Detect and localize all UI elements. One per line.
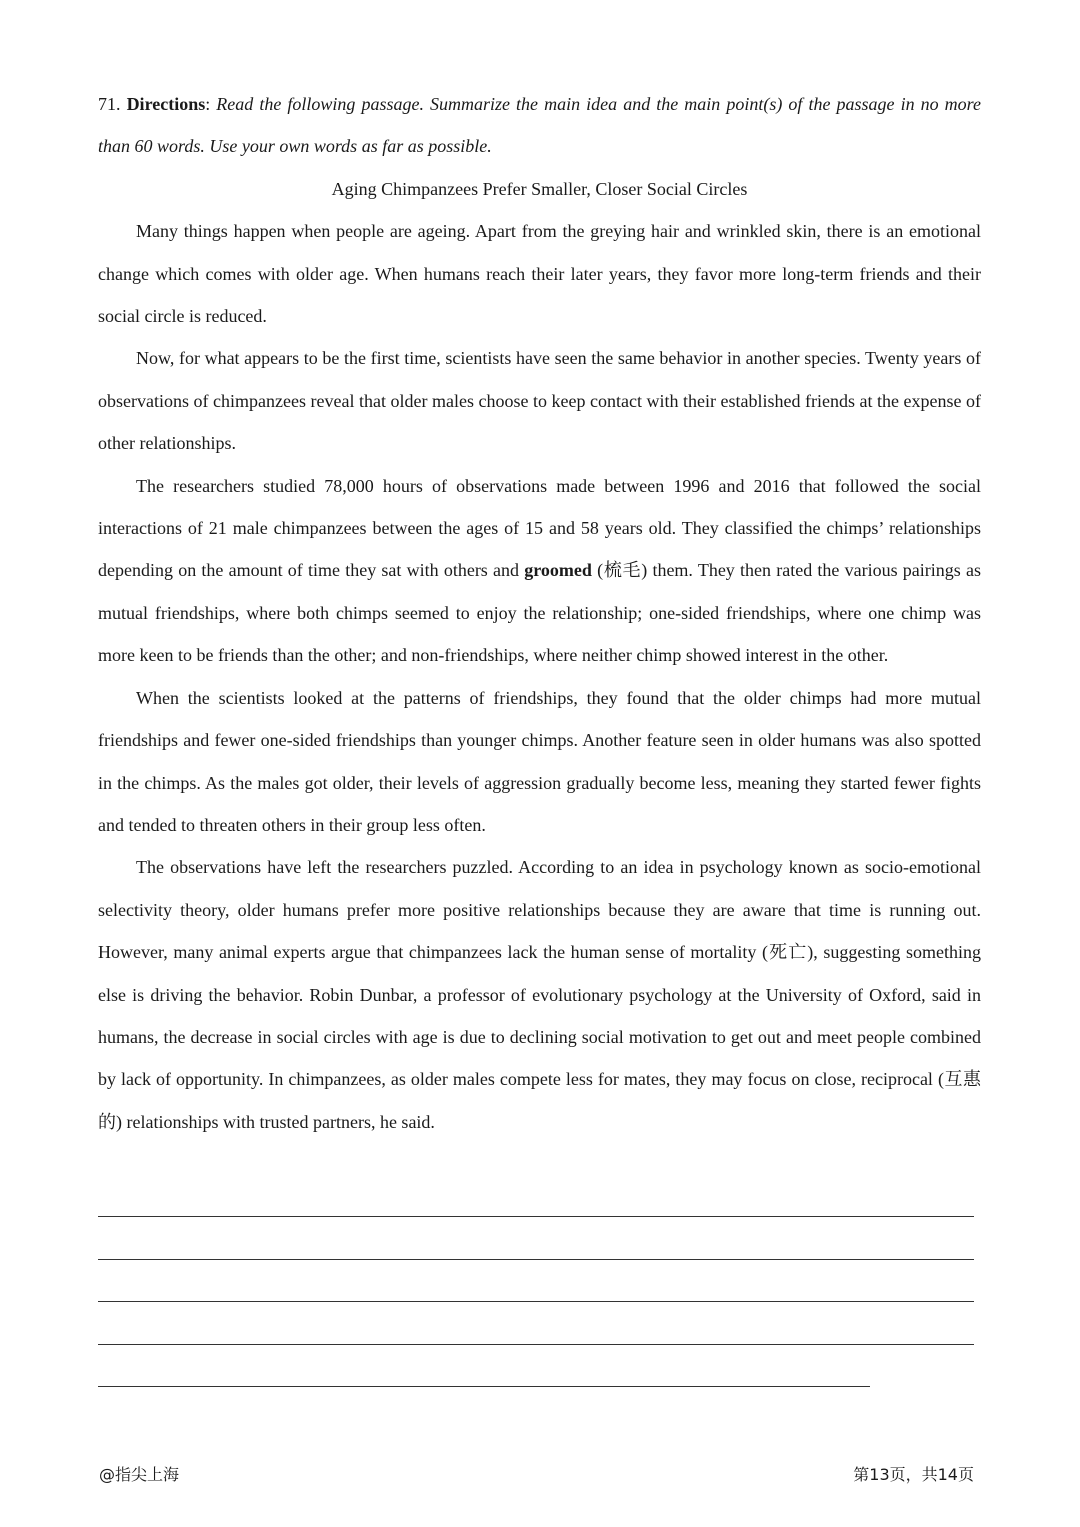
answer-line[interactable] (98, 1386, 870, 1387)
passage-title: Aging Chimpanzees Prefer Smaller, Closer Social Circles (331, 178, 748, 199)
question-directions: 71. Directions: Read the following passage. Summarize the main idea and the main point(s) of the passage in no more than 60 words. Use your own words as far as possible. (98, 94, 982, 157)
footer-page-number: 第13页，共14页 (853, 1465, 974, 1484)
passage-paragraph-4: When the scientists looked at the patterns of friendships, they found that the older chimps had more mutual friendships and fewer one-sided friendships than younger chimps. Another feature seen in older humans was also spotted in the chimps. As the males got older, their levels of aggression gradually become less, meaning they started fewer fights and tended to threaten others in their group less often. (98, 687, 981, 835)
answer-area[interactable] (98, 1216, 974, 1429)
question-number: 71. (98, 94, 121, 114)
passage-paragraph-2: Now, for what appears to be the first time, scientists have seen the same behavior in another species. Twenty years of observations of chimpanzees reveal that older males choose to keep contact with their established friends at the expense of other relationships. (98, 348, 981, 454)
document-page (98, 83, 981, 1143)
answer-line[interactable] (98, 1259, 974, 1260)
passage-paragraph-3: The researchers studied 78,000 hours of observations made between 1996 and 2016 that followed the social interactions of 21 male chimpanzees between the ages of 15 and 58 years old. They classified the chimps’ relationships depending on the amount of time they sat with others and groomed (梳毛) them. They then rated the various pairings as mutual friendships, where both chimps seemed to enjoy the relationship; one-sided friendships, where one chimp was more keen to be friends than the other; and non-friendships, where neither chimp showed interest in the other. (98, 475, 981, 666)
answer-line[interactable] (98, 1216, 974, 1217)
vocab-groomed: groomed (524, 560, 592, 581)
answer-line[interactable] (98, 1301, 974, 1302)
directions-text: Read the following passage. Summarize the main idea and the main point(s) of the passage in no more than 60 words. Use your own words as far as possible. (98, 94, 982, 157)
passage-paragraph-5: The observations have left the researchers puzzled. According to an idea in psychology known as socio-emotional selectivity theory, older humans prefer more positive relationships because they are aware that time is running out. However, many animal experts argue that chimpanzees lack the human sense of mortality (死亡), suggesting something else is driving the behavior. Robin Dunbar, a professor of evolutionary psychology at the University of Oxford, said in humans, the decrease in social circles with age is due to declining social motivation to get out and meet people combined by lack of opportunity. In chimpanzees, as older males compete less for mates, they may focus on close, reciprocal (互惠的) relationships with trusted partners, he said. (98, 857, 981, 1132)
footer-source: @指尖上海 (99, 1465, 180, 1484)
answer-line[interactable] (98, 1344, 974, 1345)
passage-paragraph-1: Many things happen when people are ageing. Apart from the greying hair and wrinkled skin, there is an emotional change which comes with older age. When humans reach their later years, they favor more long-term friends and their social circle is reduced. (98, 221, 981, 327)
directions-label: Directions (126, 94, 206, 114)
